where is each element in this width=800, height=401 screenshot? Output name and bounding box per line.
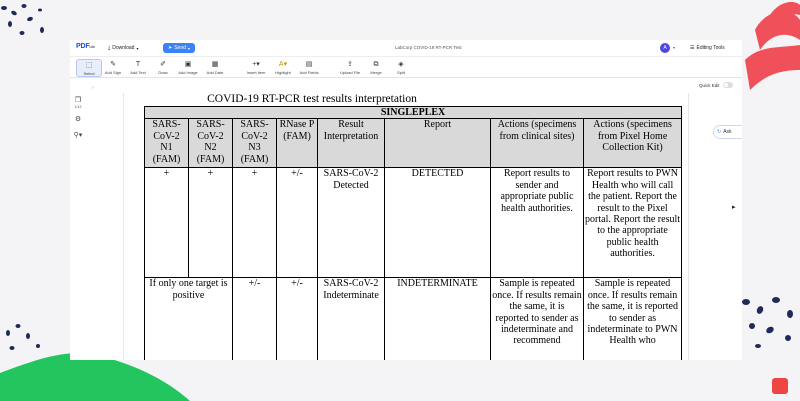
sliders-icon: ☰ (690, 45, 695, 51)
document-title: LabCorp COVID-19 RT-PCR Test (395, 45, 462, 50)
results-table (144, 106, 682, 360)
decor-dots-right (738, 290, 800, 360)
chevron-down-icon: ▾ (187, 45, 190, 51)
zoom-icon: ⚲▾ (73, 132, 83, 139)
split-icon: ◈ (398, 61, 404, 68)
app-window (70, 40, 742, 360)
pen-icon: ✐ (160, 61, 166, 68)
ai-icon: ↻ (717, 129, 722, 135)
left-sidebar (70, 80, 86, 360)
send-button[interactable]: ➤ Send ▾ (163, 43, 195, 53)
merge-icon: ⧉ (373, 61, 379, 68)
table-header-row (145, 119, 682, 168)
app-logo: PDFLite (76, 43, 96, 50)
column-header: SARS-CoV-2 N3 (FAM) (233, 119, 277, 168)
upload-icon: ⇪ (347, 61, 353, 68)
chevron-down-icon[interactable]: ▾ (673, 45, 676, 50)
tool-add-text[interactable]: T Add Text (130, 61, 146, 75)
tool-split[interactable]: ◈ Split (397, 61, 405, 75)
ask-ai-button[interactable]: ↻ Ask (713, 125, 742, 139)
column-header: Report (385, 119, 491, 168)
section-header: SINGLEPLEX (145, 107, 682, 119)
table-cell: DETECTED (385, 168, 491, 278)
table-row (145, 168, 682, 278)
table-cell: If only one target is positive (145, 278, 233, 360)
plus-icon: +▾ (252, 61, 260, 68)
table-row (145, 278, 682, 360)
highlight-icon: A▾ (278, 61, 288, 68)
tool-select[interactable]: ⬚ Select (76, 59, 102, 77)
column-header: Result Interpretation (318, 119, 385, 168)
column-header: SARS-CoV-2 N1 (FAM) (145, 119, 189, 168)
quick-edit-toggle[interactable]: Quick Edit (699, 82, 733, 88)
tool-add-fields[interactable]: ▤ Add Fields (299, 61, 319, 75)
title-bar (70, 40, 742, 56)
calendar-icon: ▦ (211, 61, 219, 68)
column-header: RNase P (FAM) (277, 119, 318, 168)
text-icon: T (135, 61, 141, 68)
zoom-button[interactable] (72, 132, 84, 140)
table-cell: +/- (277, 168, 318, 278)
avatar[interactable]: A (660, 43, 670, 53)
tool-draw[interactable]: ✐ Draw (158, 61, 168, 75)
table-cell: + (189, 168, 233, 278)
table-cell: +/- (233, 278, 277, 360)
tool-merge[interactable]: ⧉ Merge (370, 61, 382, 75)
pages-icon: ❐ (74, 97, 82, 104)
cursor-icon: ⬚ (85, 62, 93, 69)
mouse-cursor-icon: ▸ (732, 204, 736, 211)
send-icon: ➤ (168, 45, 173, 51)
tool-add-sign[interactable]: ✎ Add Sign (104, 61, 122, 75)
gear-icon: ⚙ (74, 116, 82, 123)
table-cell: + (233, 168, 277, 278)
table-cell: Sample is repeated once. If results remain the same, it is reported to sender as indeterminate and recommend (491, 278, 584, 360)
table-cell: +/- (277, 278, 318, 360)
column-header: Actions (specimens from Pixel Home Collection Kit) (584, 119, 682, 168)
toolbar (70, 56, 742, 78)
fields-icon: ▤ (305, 61, 313, 68)
chevron-down-icon: ▾ (136, 45, 139, 51)
table-cell: Report results to sender and appropriate public health authorities. (491, 168, 584, 278)
table-cell: Report results to PWN Health who will call the patient. Report the result to the Pixel portal. Report the result to the appropriate public health authorities. (584, 168, 682, 278)
table-cell: INDETERMINATE (385, 278, 491, 360)
download-icon: ⤓ (108, 45, 111, 51)
decor-dots-top-left (0, 0, 60, 45)
column-header: Actions (specimens from clinical sites) (491, 119, 584, 168)
settings-button[interactable] (72, 116, 84, 124)
sign-icon: ✎ (110, 61, 116, 68)
table-cell: SARS-CoV-2 Detected (318, 168, 385, 278)
tool-insert-item[interactable]: +▾ Insert item (246, 61, 266, 75)
decor-red-strokes-top-right (735, 0, 800, 110)
tool-add-date[interactable]: ▦ Add Date (206, 61, 224, 75)
column-header: SARS-CoV-2 N2 (FAM) (189, 119, 233, 168)
collapse-panel-icon[interactable]: › (92, 85, 94, 91)
document-page (123, 93, 689, 360)
download-button[interactable]: ⤓ Download ▾ (108, 45, 139, 51)
tool-highlight[interactable]: A▾ Highlight (275, 61, 291, 75)
pages-thumbnail-button[interactable]: ❐ 1/12 (74, 97, 82, 109)
table-cell: Sample is repeated once. If results remain the same, it is reported to sender as indeterminate to PWN Health who (584, 278, 682, 360)
tool-upload-file[interactable]: ⇪ Upload File (339, 61, 361, 75)
toggle-switch[interactable] (723, 82, 733, 88)
tool-add-image[interactable]: ▣ Add Image (178, 61, 198, 75)
image-icon: ▣ (184, 61, 192, 68)
editing-tools-button[interactable]: ☰ Editing Tools (690, 45, 725, 51)
table-cell: SARS-CoV-2 Indeterminate (318, 278, 385, 360)
corner-brand-logo (772, 378, 788, 394)
table-cell: + (145, 168, 189, 278)
document-heading: COVID-19 RT-PCR test results interpretation (207, 93, 417, 105)
